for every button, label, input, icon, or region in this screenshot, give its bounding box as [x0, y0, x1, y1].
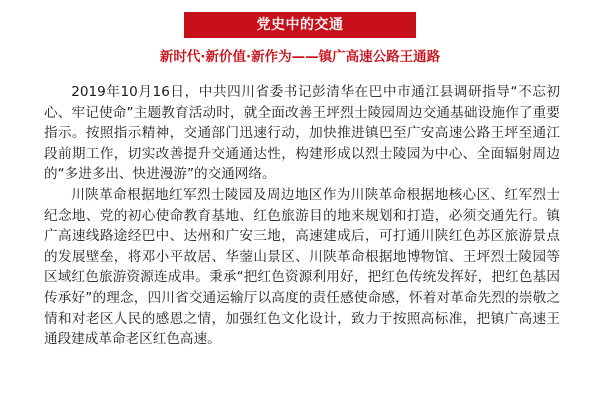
article-body	[44, 82, 560, 350]
section-banner: 党史中的交通	[184, 12, 416, 38]
article-paragraph-1: 2019年10月16日，中共四川省委书记彭清华在巴中市通江县调研指导“不忘初心、牢记使命”主题教育活动时，就全面改善王坪烈士陵园周边交通基础设施作了重要指示。按照指示精神，交通部门迅速行动，加快推进镇巴至广安高速公路王坪至通江段前期工作，切实改善提升交通通达性，构建形成以烈士陵园为中心、全面辐射周边的“多进多出、快进漫游”的交通网络。	[44, 84, 560, 183]
article-subtitle: 新时代·新价值·新作为——镇广高速公路王通路	[159, 49, 441, 65]
article-paragraph-2: 川陕革命根据地红军烈士陵园及周边地区作为川陕革命根据地核心区、红军烈士纪念地、党的初心使命教育基地、红色旅游目的地来规划和打造，必须交通先行。镇广高速线路途经巴中、达州和广安三地，高速建成后，可打通川陕红色苏区旅游景点的发展壁垒，将邓小平故居、华蓥山景区、川陕革命根据地博物馆、王坪烈士陵园等区域红色旅游资源连成串。秉承“把红色资源利用好，把红色传统发挥好，把红色基因传承好”的理念，四川省交通运输厅以高度的责任感使命感，怀着对革命先烈的崇敬之情和对老区人民的感恩之情，加强红色文化设计，致力于按照高标准，把镇广高速王通段建成革命老区红色高速。	[44, 186, 560, 348]
